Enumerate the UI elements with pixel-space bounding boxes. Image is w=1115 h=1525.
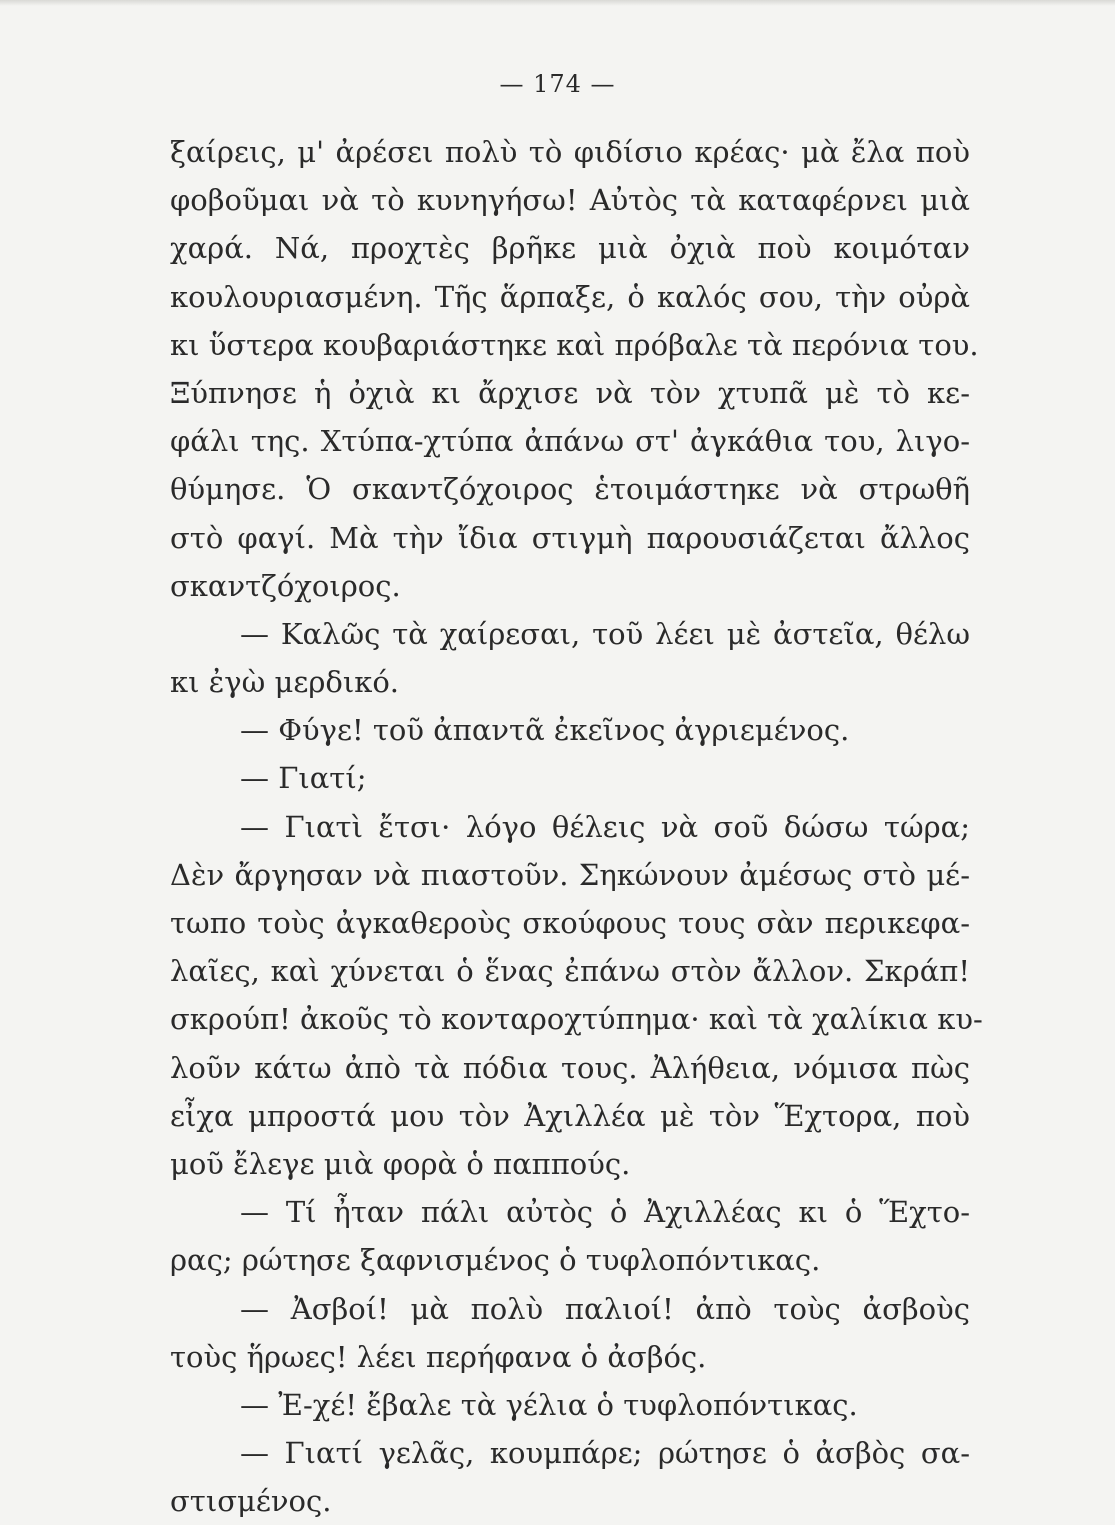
text-line: — Φύγε! τοῦ ἀπαντᾶ ἐκεῖνος ἀγριεμένος. bbox=[240, 713, 850, 748]
text-line: — Γιατί; bbox=[240, 761, 367, 796]
text-line: ρας; ρώτησε ξαφνισμένος ὁ τυφλοπόντικας. bbox=[170, 1243, 821, 1278]
page-number: — 174 — bbox=[499, 70, 616, 98]
text-line: κι ἐγὼ μερδικό. bbox=[170, 665, 400, 700]
text-line: χαρά. Νά, προχτὲς βρῆκε μιὰ ὀχιὰ ποὺ κοιμόταν bbox=[170, 231, 970, 266]
text-line: στισμένος. bbox=[170, 1484, 332, 1519]
text-line: λοῦν κάτω ἀπὸ τὰ πόδια τους. Ἀλήθεια, νόμισα πὼς bbox=[170, 1050, 970, 1085]
text-line: — Ἐ-χέ! ἔβαλε τὰ γέλια ὁ τυφλοπόντικας. bbox=[240, 1387, 858, 1422]
text-line: τοὺς ἥρωες! λέει περήφανα ὁ ἀσβός. bbox=[170, 1339, 707, 1374]
text-line: θύμησε. Ὁ σκαντζόχοιρος ἑτοιμάστηκε νὰ στρωθῆ bbox=[170, 472, 970, 507]
page-top-edge bbox=[0, 0, 1115, 6]
text-line: στὸ φαγί. Μὰ τὴν ἴδια στιγμὴ παρουσιάζεται ἄλλος bbox=[170, 520, 970, 555]
text-line: λαῖες, καὶ χύνεται ὁ ἕνας ἐπάνω στὸν ἄλλον. Σκράπ! bbox=[170, 954, 970, 989]
text-line: — Ἀσβοί! μὰ πολὺ παλιοί! ἀπὸ τοὺς ἀσβοὺς bbox=[240, 1291, 970, 1326]
text-line: Δὲν ἄργησαν νὰ πιαστοῦν. Σηκώνουν ἀμέσως στὸ μέ- bbox=[170, 857, 970, 892]
text-line: μοῦ ἔλεγε μιὰ φορὰ ὁ παππούς. bbox=[170, 1146, 631, 1181]
text-line: κουλουριασμένη. Τῆς ἅρπαξε, ὁ καλός σου, τὴν οὐρὰ bbox=[170, 279, 970, 314]
text-line: — Καλῶς τὰ χαίρεσαι, τοῦ λέει μὲ ἀστεῖα, θέλω bbox=[240, 616, 970, 651]
text-line: εἶχα μπροστά μου τὸν Ἀχιλλέα μὲ τὸν Ἕχτορα, ποὺ bbox=[170, 1098, 970, 1133]
text-line: — Γιατί γελᾶς, κουμπάρε; ρώτησε ὁ ἀσβὸς σα- bbox=[240, 1436, 970, 1471]
text-line: ξαίρεις, μ' ἀρέσει πολὺ τὸ φιδίσιο κρέας· μὰ ἔλα ποὺ bbox=[170, 135, 970, 169]
text-line: σκρούπ! ἀκοῦς τὸ κονταροχτύπημα· καὶ τὰ χαλίκια κυ- bbox=[170, 1002, 983, 1037]
text-line: Ξύπνησε ἡ ὀχιὰ κι ἄρχισε νὰ τὸν χτυπᾶ μὲ τὸ κε- bbox=[170, 375, 970, 410]
text-line: τωπο τοὺς ἀγκαθεροὺς σκούφους τους σὰν περικεφα- bbox=[170, 906, 970, 940]
text-line: σκαντζόχοιρος. bbox=[170, 568, 401, 603]
text-line: φοβοῦμαι νὰ τὸ κυνηγήσω! Αὐτὸς τὰ καταφέρνει μιὰ bbox=[170, 183, 970, 218]
text-line: κι ὕστερα κουβαριάστηκε καὶ πρόβαλε τὰ περόνια του. bbox=[170, 327, 979, 362]
text-line: — Τί ἦταν πάλι αὐτὸς ὁ Ἀχιλλέας κι ὁ Ἕχτο- bbox=[240, 1195, 970, 1230]
text-line: φάλι της. Χτύπα-χτύπα ἀπάνω στ' ἀγκάθια του, λιγο- bbox=[170, 424, 970, 459]
text-line: — Γιατὶ ἔτσι· λόγο θέλεις νὰ σοῦ δώσω τώρα; bbox=[240, 809, 970, 844]
body-text bbox=[170, 128, 983, 1525]
